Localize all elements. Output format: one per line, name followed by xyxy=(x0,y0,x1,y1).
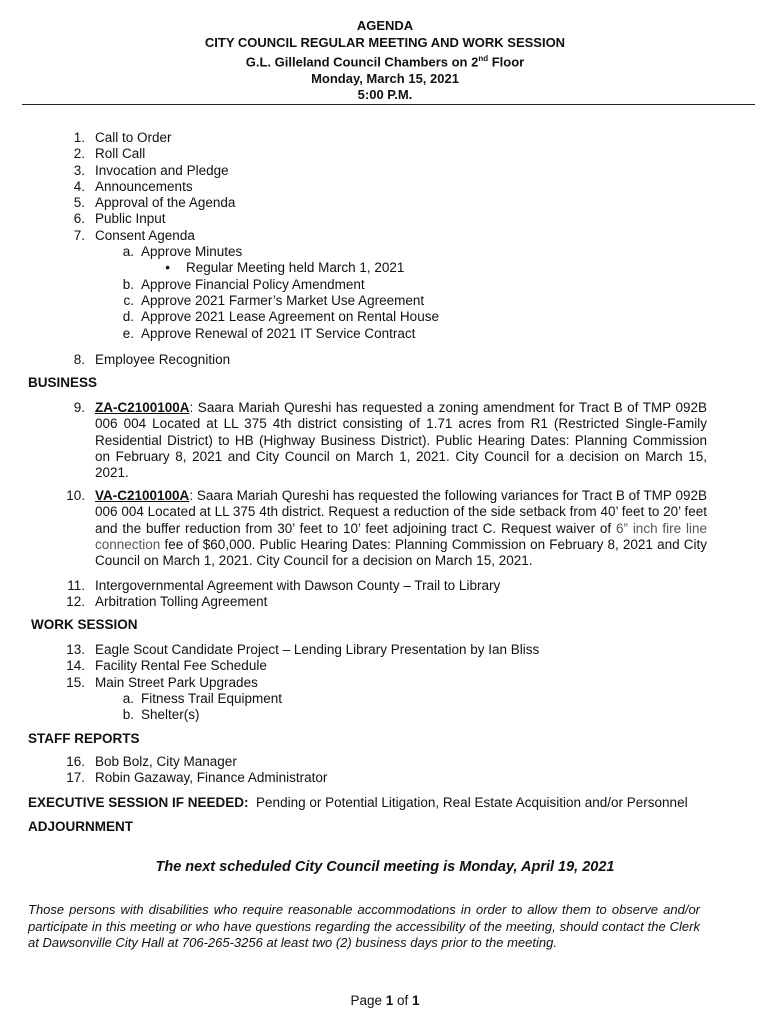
list-item: a. Fitness Trail Equipment xyxy=(122,690,283,706)
consent-item-c: c. Approve 2021 Farmer’s Market Use Agreement xyxy=(123,292,425,308)
agenda-list-top xyxy=(0,130,770,342)
section-heading-staff-reports: STAFF REPORTS xyxy=(28,731,140,746)
business-list-tail xyxy=(0,578,770,611)
page-footer: Page 1 of 1 xyxy=(350,993,420,1008)
section-heading-work-session: WORK SESSION xyxy=(31,617,138,632)
list-item: 12. Arbitration Tolling Agreement xyxy=(66,594,268,610)
list-item: 3. Invocation and Pledge xyxy=(73,162,229,178)
list-item: 4. Announcements xyxy=(73,178,193,194)
staff-reports-list xyxy=(0,754,770,787)
accessibility-disclaimer: Those persons with disabilities who require reasonable accommodations in order to allow them to observe and/or participate in this meeting or who have questions regarding the accessibility of the meeting, should contact the Clerk at Dawsonville City Hall at 706-265-3256 at least two (2) business days prior to the meeting. xyxy=(28,902,700,950)
section-heading-adjournment: ADJOURNMENT xyxy=(28,819,134,834)
list-item: 14. Facility Rental Fee Schedule xyxy=(66,658,267,674)
agenda-title: AGENDA xyxy=(356,18,414,33)
list-item: 1. Call to Order xyxy=(73,130,172,145)
meeting-location: G.L. Gilleland Council Chambers on 2nd Floor xyxy=(245,54,525,70)
item-10-text: VA-C2100100A: Saara Mariah Qureshi has requested the following variances for Tract B of TMP 092B 006 004 Located at LL 375 4th district. Request a reduction of the side setback from 40’ feet to 20’ feet and the buffer reduction from 30’ feet to 10’ feet adjoining tract C. Request waiver of 6” inch fire line connection fee of $60,000. Public Hearing Dates: Planning Commission on February 8, 2021 and City Council on March 1, 2021. City Council for a decision on March 15, 2021. xyxy=(95,488,707,569)
item-9-text: ZA-C2100100A: Saara Mariah Qureshi has requested a zoning amendment for Tract B of TMP 092B 006 004 Located at LL 375 4th district consisting of 1.71 acres from R1 (Restricted Single-Family Residential District) to HB (Highway Business District). Public Hearing Dates: Planning Commission on February 8, 2021 and City Council on March 1, 2021. City Council for a decision on March 15, 2021. xyxy=(95,400,707,481)
consent-item-a-bullet: • Regular Meeting held March 1, 2021 xyxy=(165,260,405,276)
next-meeting-notice: The next scheduled City Council meeting is Monday, April 19, 2021 xyxy=(155,859,615,875)
item-10-id: VA-C2100100A xyxy=(95,488,190,503)
consent-item-b: b. Approve Financial Policy Amendment xyxy=(122,276,365,292)
list-item: 2. Roll Call xyxy=(73,146,146,162)
item-9-number: 9. xyxy=(73,400,85,415)
header-divider xyxy=(22,104,755,105)
item-9-id: ZA-C2100100A xyxy=(95,400,190,415)
list-item: 17. Robin Gazaway, Finance Administrator xyxy=(66,770,328,786)
meeting-type: CITY COUNCIL REGULAR MEETING AND WORK SESSION xyxy=(204,34,566,50)
item-10-number: 10. xyxy=(66,488,85,503)
agenda-item-8 xyxy=(0,352,770,368)
meeting-date: Monday, March 15, 2021 xyxy=(311,70,459,86)
agenda-header xyxy=(0,18,770,104)
executive-session-label: EXECUTIVE SESSION IF NEEDED: xyxy=(28,795,249,810)
consent-item-d: d. Approve 2021 Lease Agreement on Rental House xyxy=(122,309,439,325)
consent-item-a: a. Approve Minutes xyxy=(122,244,243,260)
executive-session: EXECUTIVE SESSION IF NEEDED: Pending or Potential Litigation, Real Estate Acquisition and/or Personnel xyxy=(28,795,688,810)
list-item: 13. Eagle Scout Candidate Project – Lending Library Presentation by Ian Bliss xyxy=(66,642,540,657)
list-item: b. Shelter(s) xyxy=(122,707,200,723)
list-item: 16. Bob Bolz, City Manager xyxy=(66,754,237,769)
list-item: 6. Public Input xyxy=(73,211,166,227)
list-item: 7. Consent Agenda xyxy=(73,227,195,243)
consent-item-e: e. Approve Renewal of 2021 IT Service Contract xyxy=(122,325,416,341)
list-item: 15. Main Street Park Upgrades xyxy=(66,674,258,690)
list-item: 8. Employee Recognition xyxy=(73,352,231,367)
meeting-time: 5:00 P.M. xyxy=(357,87,413,103)
section-heading-business: BUSINESS xyxy=(28,375,98,390)
work-session-list xyxy=(0,642,770,723)
list-item: 5. Approval of the Agenda xyxy=(73,195,236,211)
list-item: 11. Intergovernmental Agreement with Dawson County – Trail to Library xyxy=(67,578,501,593)
